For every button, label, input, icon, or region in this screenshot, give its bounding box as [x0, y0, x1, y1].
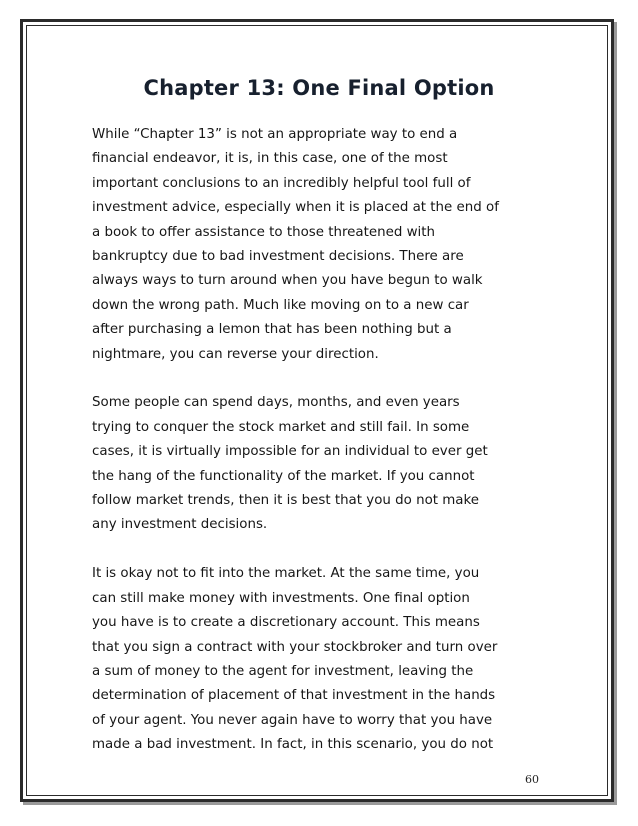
- text-line: determination of placement of that investment in the hands: [92, 688, 496, 704]
- text-line: follow market trends, then it is best that you do not make: [92, 493, 480, 509]
- paragraph-3: [92, 562, 562, 757]
- text-line: always ways to turn around when you have begun to walk: [92, 273, 483, 289]
- text-line: you have is to create a discretionary account. This means: [92, 615, 480, 631]
- text-line: investment advice, especially when it is placed at the end of: [92, 200, 499, 216]
- text-line: trying to conquer the stock market and still fail. In some: [92, 419, 470, 435]
- chapter-body: [92, 123, 562, 782]
- text-line: of your agent. You never again have to worry that you have: [92, 712, 493, 728]
- text-line: made a bad investment. In fact, in this scenario, you do not: [92, 737, 494, 753]
- text-line: nightmare, you can reverse your direction.: [92, 346, 379, 362]
- page-number: 60: [525, 773, 539, 786]
- text-line: financial endeavor, it is, in this case, one of the most: [92, 151, 448, 167]
- text-line: Some people can spend days, months, and even years: [92, 395, 460, 411]
- chapter-title: Chapter 13: One Final Option: [143, 76, 495, 100]
- text-line: important conclusions to an incredibly helpful tool full of: [92, 175, 471, 191]
- text-line: any investment decisions.: [92, 517, 268, 533]
- text-line: It is okay not to fit into the market. At the same time, you: [92, 566, 480, 582]
- text-line: can still make money with investments. One final option: [92, 590, 470, 606]
- text-line: the hang of the functionality of the market. If you cannot: [92, 468, 475, 484]
- text-line: a sum of money to the agent for investment, leaving the: [92, 663, 474, 679]
- text-line: bankruptcy due to bad investment decisions. There are: [92, 249, 464, 265]
- text-line: While “Chapter 13” is not an appropriate way to end a: [92, 127, 458, 142]
- text-line: after purchasing a lemon that has been nothing but a: [92, 322, 452, 338]
- text-line: a book to offer assistance to those threatened with: [92, 224, 436, 240]
- text-line: that you sign a contract with your stockbroker and turn over: [92, 639, 498, 655]
- text-line: down the wrong path. Much like moving on to a new car: [92, 297, 469, 313]
- paragraph-1: [92, 123, 562, 367]
- text-line: cases, it is virtually impossible for an individual to ever get: [92, 444, 488, 460]
- paragraph-2: [92, 391, 562, 537]
